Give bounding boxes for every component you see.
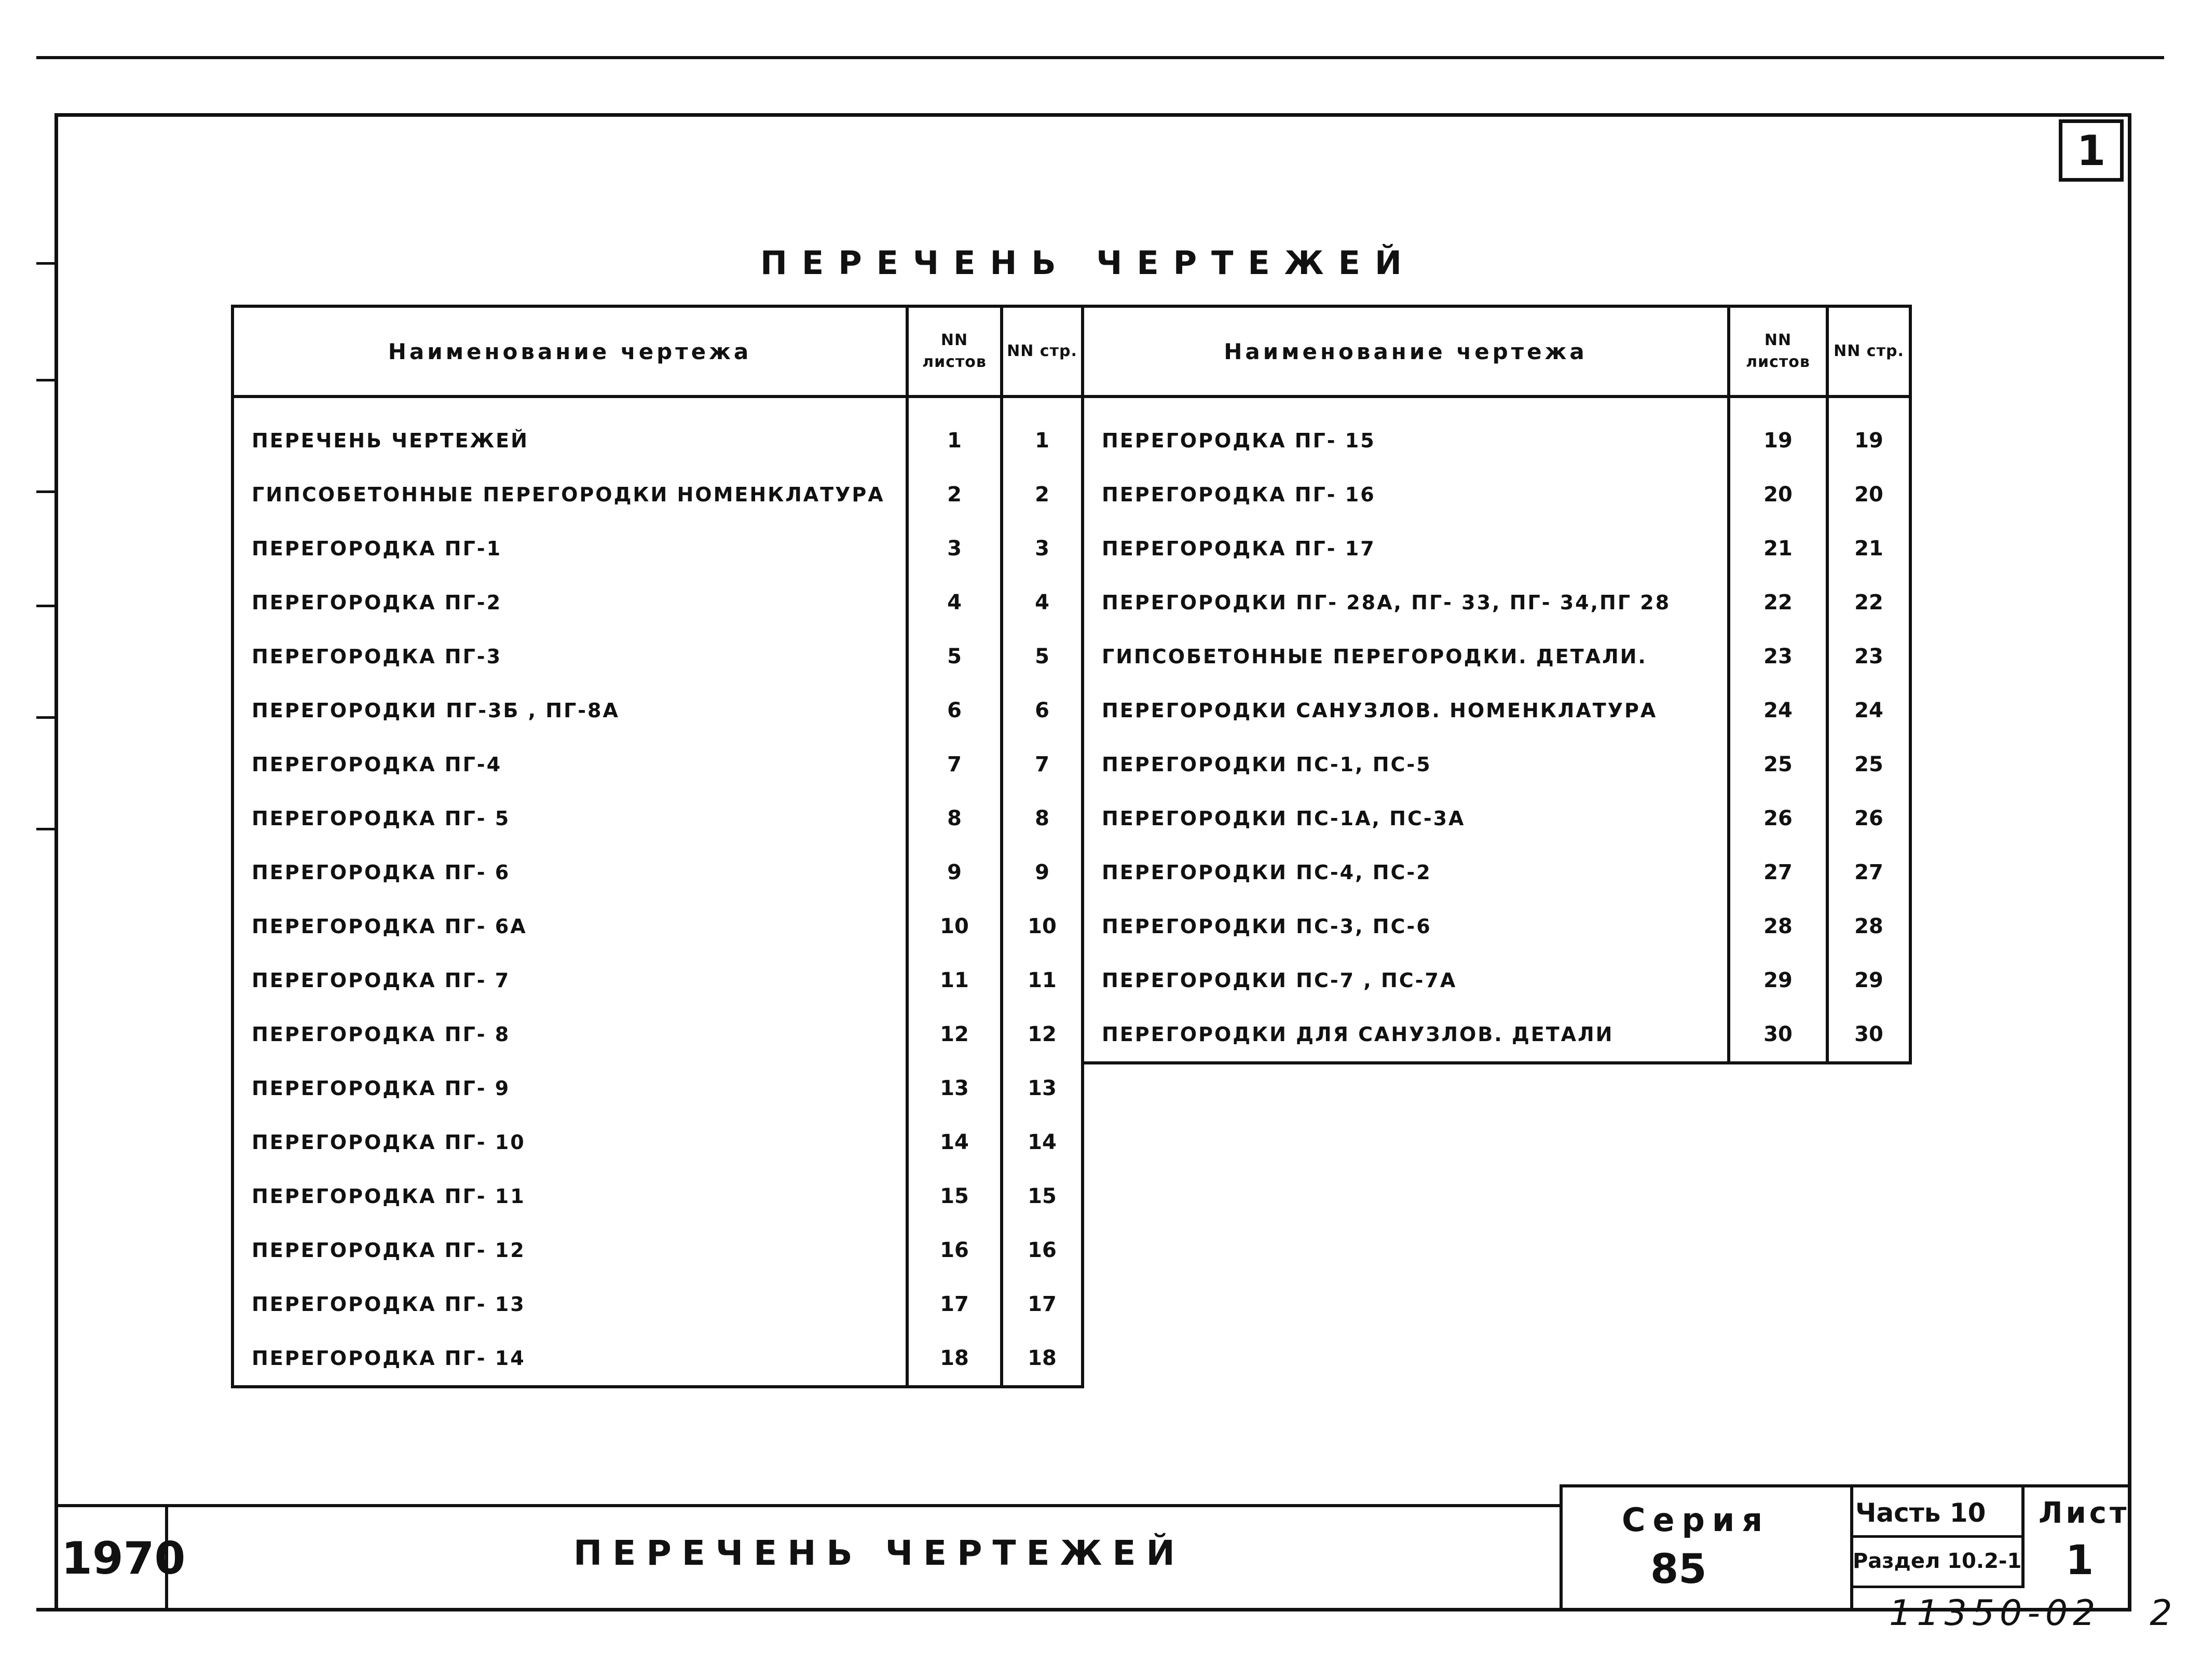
page-number-cell: 9 — [1002, 845, 1083, 899]
table-row — [233, 1007, 1083, 1061]
stamp-series-label: Серия — [1622, 1501, 1770, 1539]
page-title: ПЕРЕЧЕНЬ ЧЕРТЕЖЕЙ — [760, 244, 1416, 282]
stamp-section: Раздел 10.2-1 — [1853, 1549, 2022, 1573]
page-number-cell: 21 — [1827, 522, 1910, 576]
table-row — [233, 684, 1083, 737]
sheet-number-cell: 28 — [1729, 899, 1827, 953]
page-number-cell: 26 — [1827, 791, 1910, 845]
table-row — [233, 1277, 1083, 1331]
table-row — [1083, 684, 1910, 737]
drawing-name-cell: ПЕРЕГОРОДКА ПГ- 7 — [233, 953, 907, 1007]
drawing-name-cell: ПЕРЕГОРОДКИ ПС-7 , ПС-7А — [1083, 953, 1729, 1007]
sheet-number-cell: 13 — [907, 1061, 1002, 1115]
table-row — [233, 630, 1083, 684]
drawing-name-cell: ПЕРЕГОРОДКА ПГ- 14 — [233, 1331, 907, 1387]
table-row — [1083, 899, 1910, 953]
drawings-register-left — [231, 305, 1084, 1388]
page-number-cell: 4 — [1002, 576, 1083, 630]
drawing-name-cell: ПЕРЕГОРОДКИ ПС-3, ПС-6 — [1083, 899, 1729, 953]
page-number-cell: 30 — [1827, 1007, 1910, 1063]
stamp-divider — [1560, 1484, 1563, 1610]
drawing-name-cell: ПЕРЕГОРОДКИ ПГ-3Б , ПГ-8А — [233, 684, 907, 737]
table-row — [233, 845, 1083, 899]
stamp-year: 1970 — [61, 1533, 186, 1585]
table-row — [233, 899, 1083, 953]
sheet-number-cell: 4 — [907, 576, 1002, 630]
sheet-number-cell: 6 — [907, 684, 1002, 737]
sheet-number-cell: 20 — [1729, 468, 1827, 522]
sheet-badge: 1 — [2059, 119, 2124, 182]
table-row — [233, 1169, 1083, 1223]
drawing-name-cell: ПЕРЕГОРОДКА ПГ-1 — [233, 522, 907, 576]
sheet-number-cell: 12 — [907, 1007, 1002, 1061]
page-number-cell: 20 — [1827, 468, 1910, 522]
header-sheet-numbers: NN листов — [1729, 306, 1827, 397]
page-number-cell: 27 — [1827, 845, 1910, 899]
page-number-cell: 16 — [1002, 1223, 1083, 1277]
page-number-cell: 23 — [1827, 630, 1910, 684]
table-body — [233, 397, 1083, 1387]
drawing-name-cell: ПЕРЕГОРОДКА ПГ- 11 — [233, 1169, 907, 1223]
page-number-cell: 25 — [1827, 737, 1910, 791]
page-number-cell: 6 — [1002, 684, 1083, 737]
page-number-cell: 17 — [1002, 1277, 1083, 1331]
page-number-cell: 19 — [1827, 397, 1910, 468]
table-row — [233, 1061, 1083, 1115]
table-row — [1083, 1007, 1910, 1063]
stamp-sheet-value: 1 — [2066, 1537, 2094, 1584]
drawing-name-cell: ПЕРЕГОРОДКА ПГ- 12 — [233, 1223, 907, 1277]
table-row — [233, 791, 1083, 845]
header-page-numbers: NN стр. — [1002, 306, 1083, 397]
sheet-number-cell: 10 — [907, 899, 1002, 953]
page-number-cell: 22 — [1827, 576, 1910, 630]
drawing-name-cell: ГИПСОБЕТОННЫЕ ПЕРЕГОРОДКИ НОМЕНКЛАТУРА — [233, 468, 907, 522]
drawing-name-cell: ПЕРЕГОРОДКИ САНУЗЛОВ. НОМЕНКЛАТУРА — [1083, 684, 1729, 737]
drawing-name-cell: ПЕРЕГОРОДКА ПГ-4 — [233, 737, 907, 791]
sheet-number-cell: 5 — [907, 630, 1002, 684]
sheet-number-cell: 17 — [907, 1277, 1002, 1331]
stamp-divider — [1850, 1535, 2025, 1538]
drawing-name-cell: ПЕРЕГОРОДКА ПГ- 13 — [233, 1277, 907, 1331]
sheet-number-cell: 22 — [1729, 576, 1827, 630]
margin-tick — [36, 379, 57, 381]
header-drawing-name: Наименование чертежа — [1083, 306, 1729, 397]
drawing-name-cell: ПЕРЕГОРОДКА ПГ- 6 — [233, 845, 907, 899]
archive-number: 11350-02 2 — [1889, 1593, 2178, 1634]
drawing-name-cell: ПЕРЕГОРОДКА ПГ- 10 — [233, 1115, 907, 1169]
sheet-number-cell: 29 — [1729, 953, 1827, 1007]
page-number-cell: 29 — [1827, 953, 1910, 1007]
page-number-cell: 14 — [1002, 1115, 1083, 1169]
header-page-numbers: NN стр. — [1827, 306, 1910, 397]
drawing-name-cell: ПЕРЕГОРОДКИ ПС-4, ПС-2 — [1083, 845, 1729, 899]
drawing-name-cell: ПЕРЕГОРОДКА ПГ- 5 — [233, 791, 907, 845]
sheet-number-cell: 11 — [907, 953, 1002, 1007]
drawing-name-cell: ГИПСОБЕТОННЫЕ ПЕРЕГОРОДКИ. ДЕТАЛИ. — [1083, 630, 1729, 684]
drawing-name-cell: ПЕРЕГОРОДКА ПГ- 17 — [1083, 522, 1729, 576]
page-number-cell: 28 — [1827, 899, 1910, 953]
table-row — [1083, 522, 1910, 576]
table-row — [1083, 737, 1910, 791]
header-sheet-numbers: NN листов — [907, 306, 1002, 397]
sheet-number-cell: 16 — [907, 1223, 1002, 1277]
sheet-number-cell: 15 — [907, 1169, 1002, 1223]
frame-left — [54, 113, 58, 1608]
table-row — [1083, 576, 1910, 630]
table-row — [233, 1223, 1083, 1277]
margin-tick — [36, 605, 57, 607]
drawing-name-cell: ПЕРЕЧЕНЬ ЧЕРТЕЖЕЙ — [233, 397, 907, 468]
stamp-divider — [1850, 1484, 1853, 1610]
margin-tick — [36, 828, 57, 830]
page-number-cell: 10 — [1002, 899, 1083, 953]
page-number-cell: 1 — [1002, 397, 1083, 468]
page-number-cell: 24 — [1827, 684, 1910, 737]
page-number-cell: 12 — [1002, 1007, 1083, 1061]
table-row — [233, 1331, 1083, 1387]
drawing-name-cell: ПЕРЕГОРОДКИ ДЛЯ САНУЗЛОВ. ДЕТАЛИ — [1083, 1007, 1729, 1063]
table-body — [1083, 397, 1910, 1063]
page-number-cell: 7 — [1002, 737, 1083, 791]
sheet-number-cell: 7 — [907, 737, 1002, 791]
stamp-part: Часть 10 — [1855, 1498, 1986, 1528]
sheet-number-cell: 25 — [1729, 737, 1827, 791]
table-row — [233, 397, 1083, 468]
sheet-number-cell: 9 — [907, 845, 1002, 899]
sheet-number-cell: 21 — [1729, 522, 1827, 576]
page-number-cell: 11 — [1002, 953, 1083, 1007]
table-row — [233, 468, 1083, 522]
sheet-number-cell: 27 — [1729, 845, 1827, 899]
sheet-number-cell: 2 — [907, 468, 1002, 522]
margin-tick — [36, 716, 57, 719]
table-header-row — [1083, 306, 1910, 397]
sheet-number-cell: 3 — [907, 522, 1002, 576]
page-number-cell: 18 — [1002, 1331, 1083, 1387]
drawing-name-cell: ПЕРЕГОРОДКИ ПС-1А, ПС-3А — [1083, 791, 1729, 845]
drawing-name-cell: ПЕРЕГОРОДКИ ПС-1, ПС-5 — [1083, 737, 1729, 791]
drawing-name-cell: ПЕРЕГОРОДКА ПГ- 16 — [1083, 468, 1729, 522]
margin-tick — [36, 490, 57, 493]
page-number-cell: 13 — [1002, 1061, 1083, 1115]
drawing-name-cell: ПЕРЕГОРОДКА ПГ-3 — [233, 630, 907, 684]
table-row — [233, 737, 1083, 791]
frame-top — [54, 113, 2131, 117]
sheet-number-cell: 14 — [907, 1115, 1002, 1169]
sheet-number-cell: 30 — [1729, 1007, 1827, 1063]
page-number-cell: 8 — [1002, 791, 1083, 845]
table-row — [1083, 630, 1910, 684]
stamp-series-value: 85 — [1650, 1546, 1707, 1593]
table-row — [1083, 468, 1910, 522]
table-header-row — [233, 306, 1083, 397]
sheet-number-cell: 8 — [907, 791, 1002, 845]
drawing-name-cell: ПЕРЕГОРОДКИ ПГ- 28А, ПГ- 33, ПГ- 34,ПГ 28 — [1083, 576, 1729, 630]
page-number-cell: 3 — [1002, 522, 1083, 576]
margin-tick — [36, 262, 57, 265]
sheet-number-cell: 19 — [1729, 397, 1827, 468]
page-number-cell: 2 — [1002, 468, 1083, 522]
drawing-name-cell: ПЕРЕГОРОДКА ПГ- 6А — [233, 899, 907, 953]
drawing-name-cell: ПЕРЕГОРОДКА ПГ- 9 — [233, 1061, 907, 1115]
drawing-name-cell: ПЕРЕГОРОДКА ПГ-2 — [233, 576, 907, 630]
table-row — [233, 576, 1083, 630]
sheet-number-cell: 1 — [907, 397, 1002, 468]
stamp-top-rule — [1560, 1484, 2130, 1487]
frame-right — [2128, 113, 2131, 1608]
drawings-register-right — [1081, 305, 1912, 1064]
table-row — [1083, 845, 1910, 899]
table-row — [233, 522, 1083, 576]
stamp-top-rule — [54, 1504, 1560, 1507]
top-rule — [36, 56, 2164, 59]
page-number-cell: 5 — [1002, 630, 1083, 684]
stamp-divider — [1850, 1586, 2025, 1588]
table-row — [1083, 397, 1910, 468]
stamp-sheet-label: Лист — [2039, 1496, 2130, 1530]
header-drawing-name: Наименование чертежа — [233, 306, 907, 397]
frame-bottom — [36, 1608, 2131, 1611]
sheet-number-cell: 26 — [1729, 791, 1827, 845]
sheet-number-cell: 24 — [1729, 684, 1827, 737]
page-number-cell: 15 — [1002, 1169, 1083, 1223]
stamp-title: ПЕРЕЧЕНЬ ЧЕРТЕЖЕЙ — [573, 1533, 1185, 1573]
table-row — [233, 953, 1083, 1007]
sheet-number-cell: 18 — [907, 1331, 1002, 1387]
drawing-name-cell: ПЕРЕГОРОДКА ПГ- 15 — [1083, 397, 1729, 468]
table-row — [1083, 953, 1910, 1007]
drawing-name-cell: ПЕРЕГОРОДКА ПГ- 8 — [233, 1007, 907, 1061]
sheet-number-cell: 23 — [1729, 630, 1827, 684]
table-row — [233, 1115, 1083, 1169]
table-row — [1083, 791, 1910, 845]
